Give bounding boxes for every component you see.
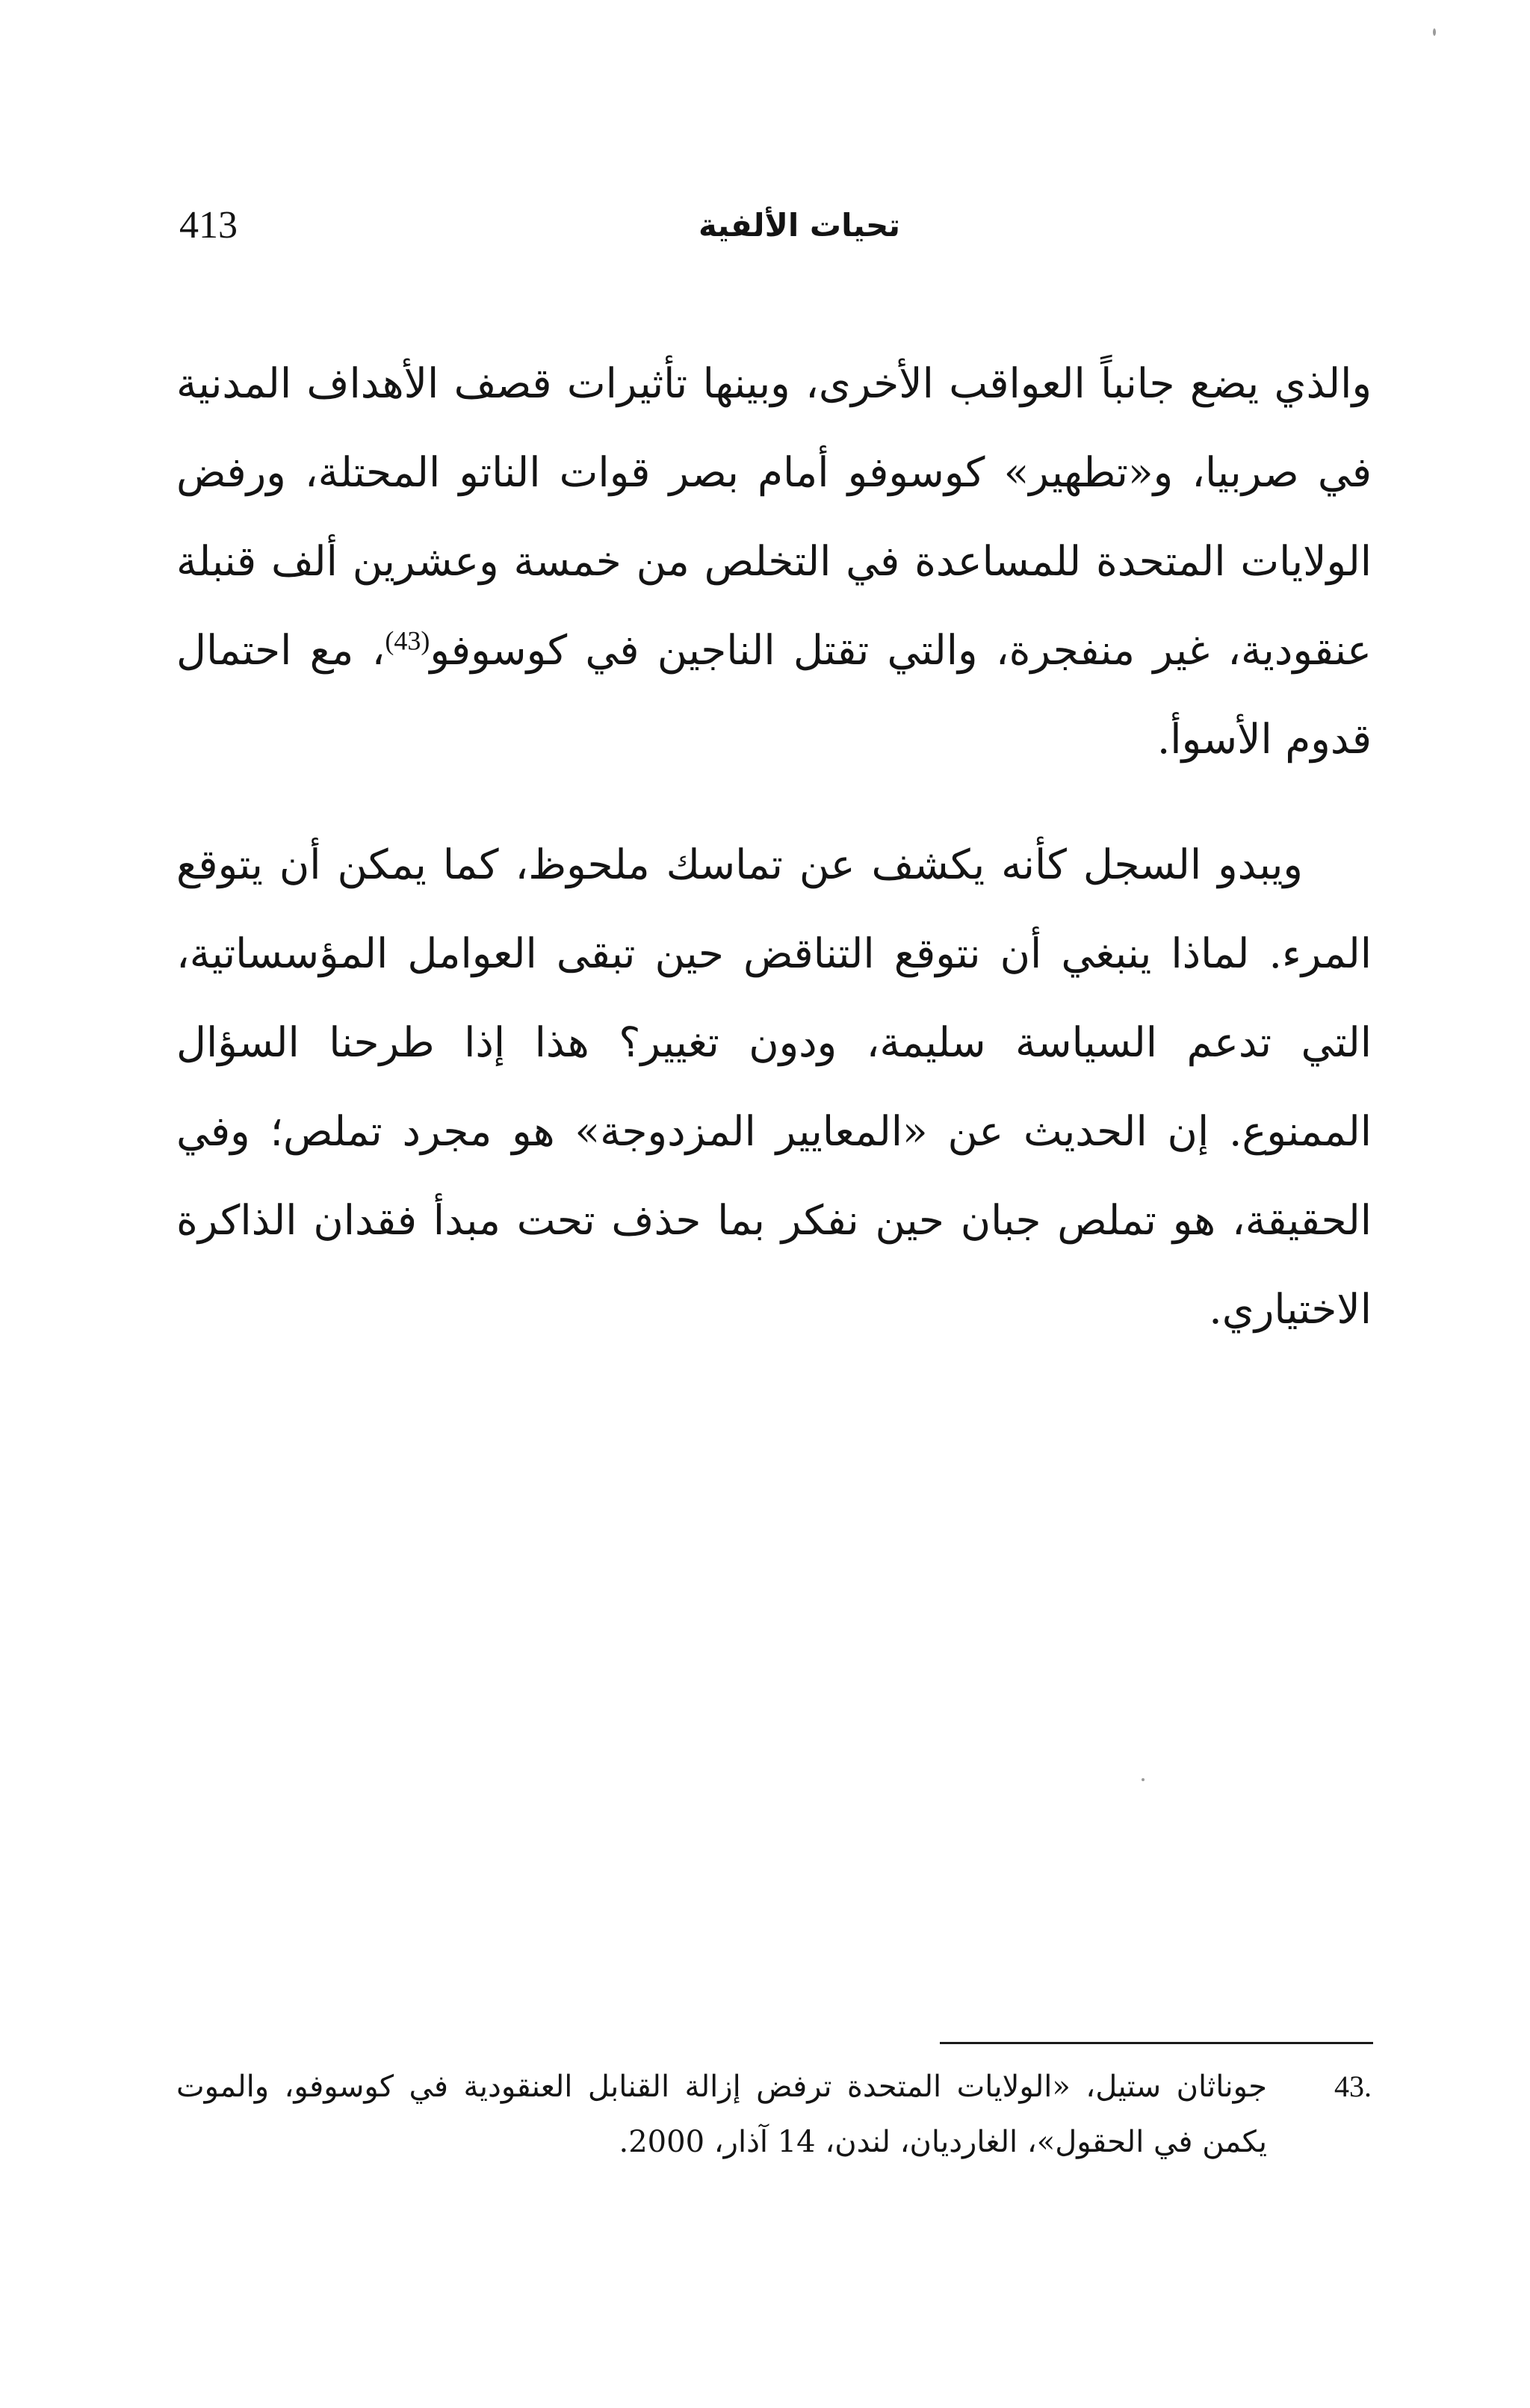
paragraph-2-text: ويبدو السجل كأنه يكشف عن تماسك ملحوظ، كما يمكن أن يتوقع المرء. لماذا ينبغي أن نتوقع التناقض حين تبقى العوامل المؤسساتية، التي تدعم السياسة سليمة، ودون تغيير؟ هذا إذا طرحنا السؤال الممنوع. إن الحديث عن «المعايير المزدوجة» هو مجرد تملص؛ وفي الحقيقة، هو تملص جبان حين نفكر بما حذف تحت مبدأ فقدان الذاكرة الاختياري. — [176, 841, 1372, 1333]
footnote-text: جوناثان ستيل، «الولايات المتحدة ترفض إزالة القنابل العنقودية في كوسوفو، والموت يكمن في الحقول»، الغارديان، لندن، 14 آذار، 2000. — [176, 2070, 1267, 2159]
footnote-number: 43. — [1334, 2070, 1372, 2103]
footnote-43 — [176, 2059, 1372, 2170]
paragraph-1-text-end: ، مع احتمال قدوم الأسوأ. — [176, 626, 1372, 763]
page-number: 413 — [179, 204, 238, 247]
footnote-separator — [940, 2042, 1373, 2044]
paragraph-1-text: والذي يضع جانباً العواقب الأخرى، وبينها تأثيرات قصف الأهداف المدنية في صربيا، و«تطهير» كوسوفو أمام بصر قوات الناتو المحتلة، ورفض الولايات المتحدة للمساعدة في التخلص من خمسة وعشرين ألف قنبلة عنقودية، غير منفجرة، والتي تقتل الناجين في كوسوفو — [176, 359, 1372, 674]
running-head: تحيات الألفية — [698, 207, 901, 244]
scan-speck — [1433, 28, 1436, 36]
scan-speck — [1142, 1778, 1145, 1781]
body-paragraph-2 — [176, 820, 1372, 1354]
body-paragraph-1 — [176, 339, 1372, 784]
footnote-reference[interactable]: (43) — [385, 625, 430, 656]
